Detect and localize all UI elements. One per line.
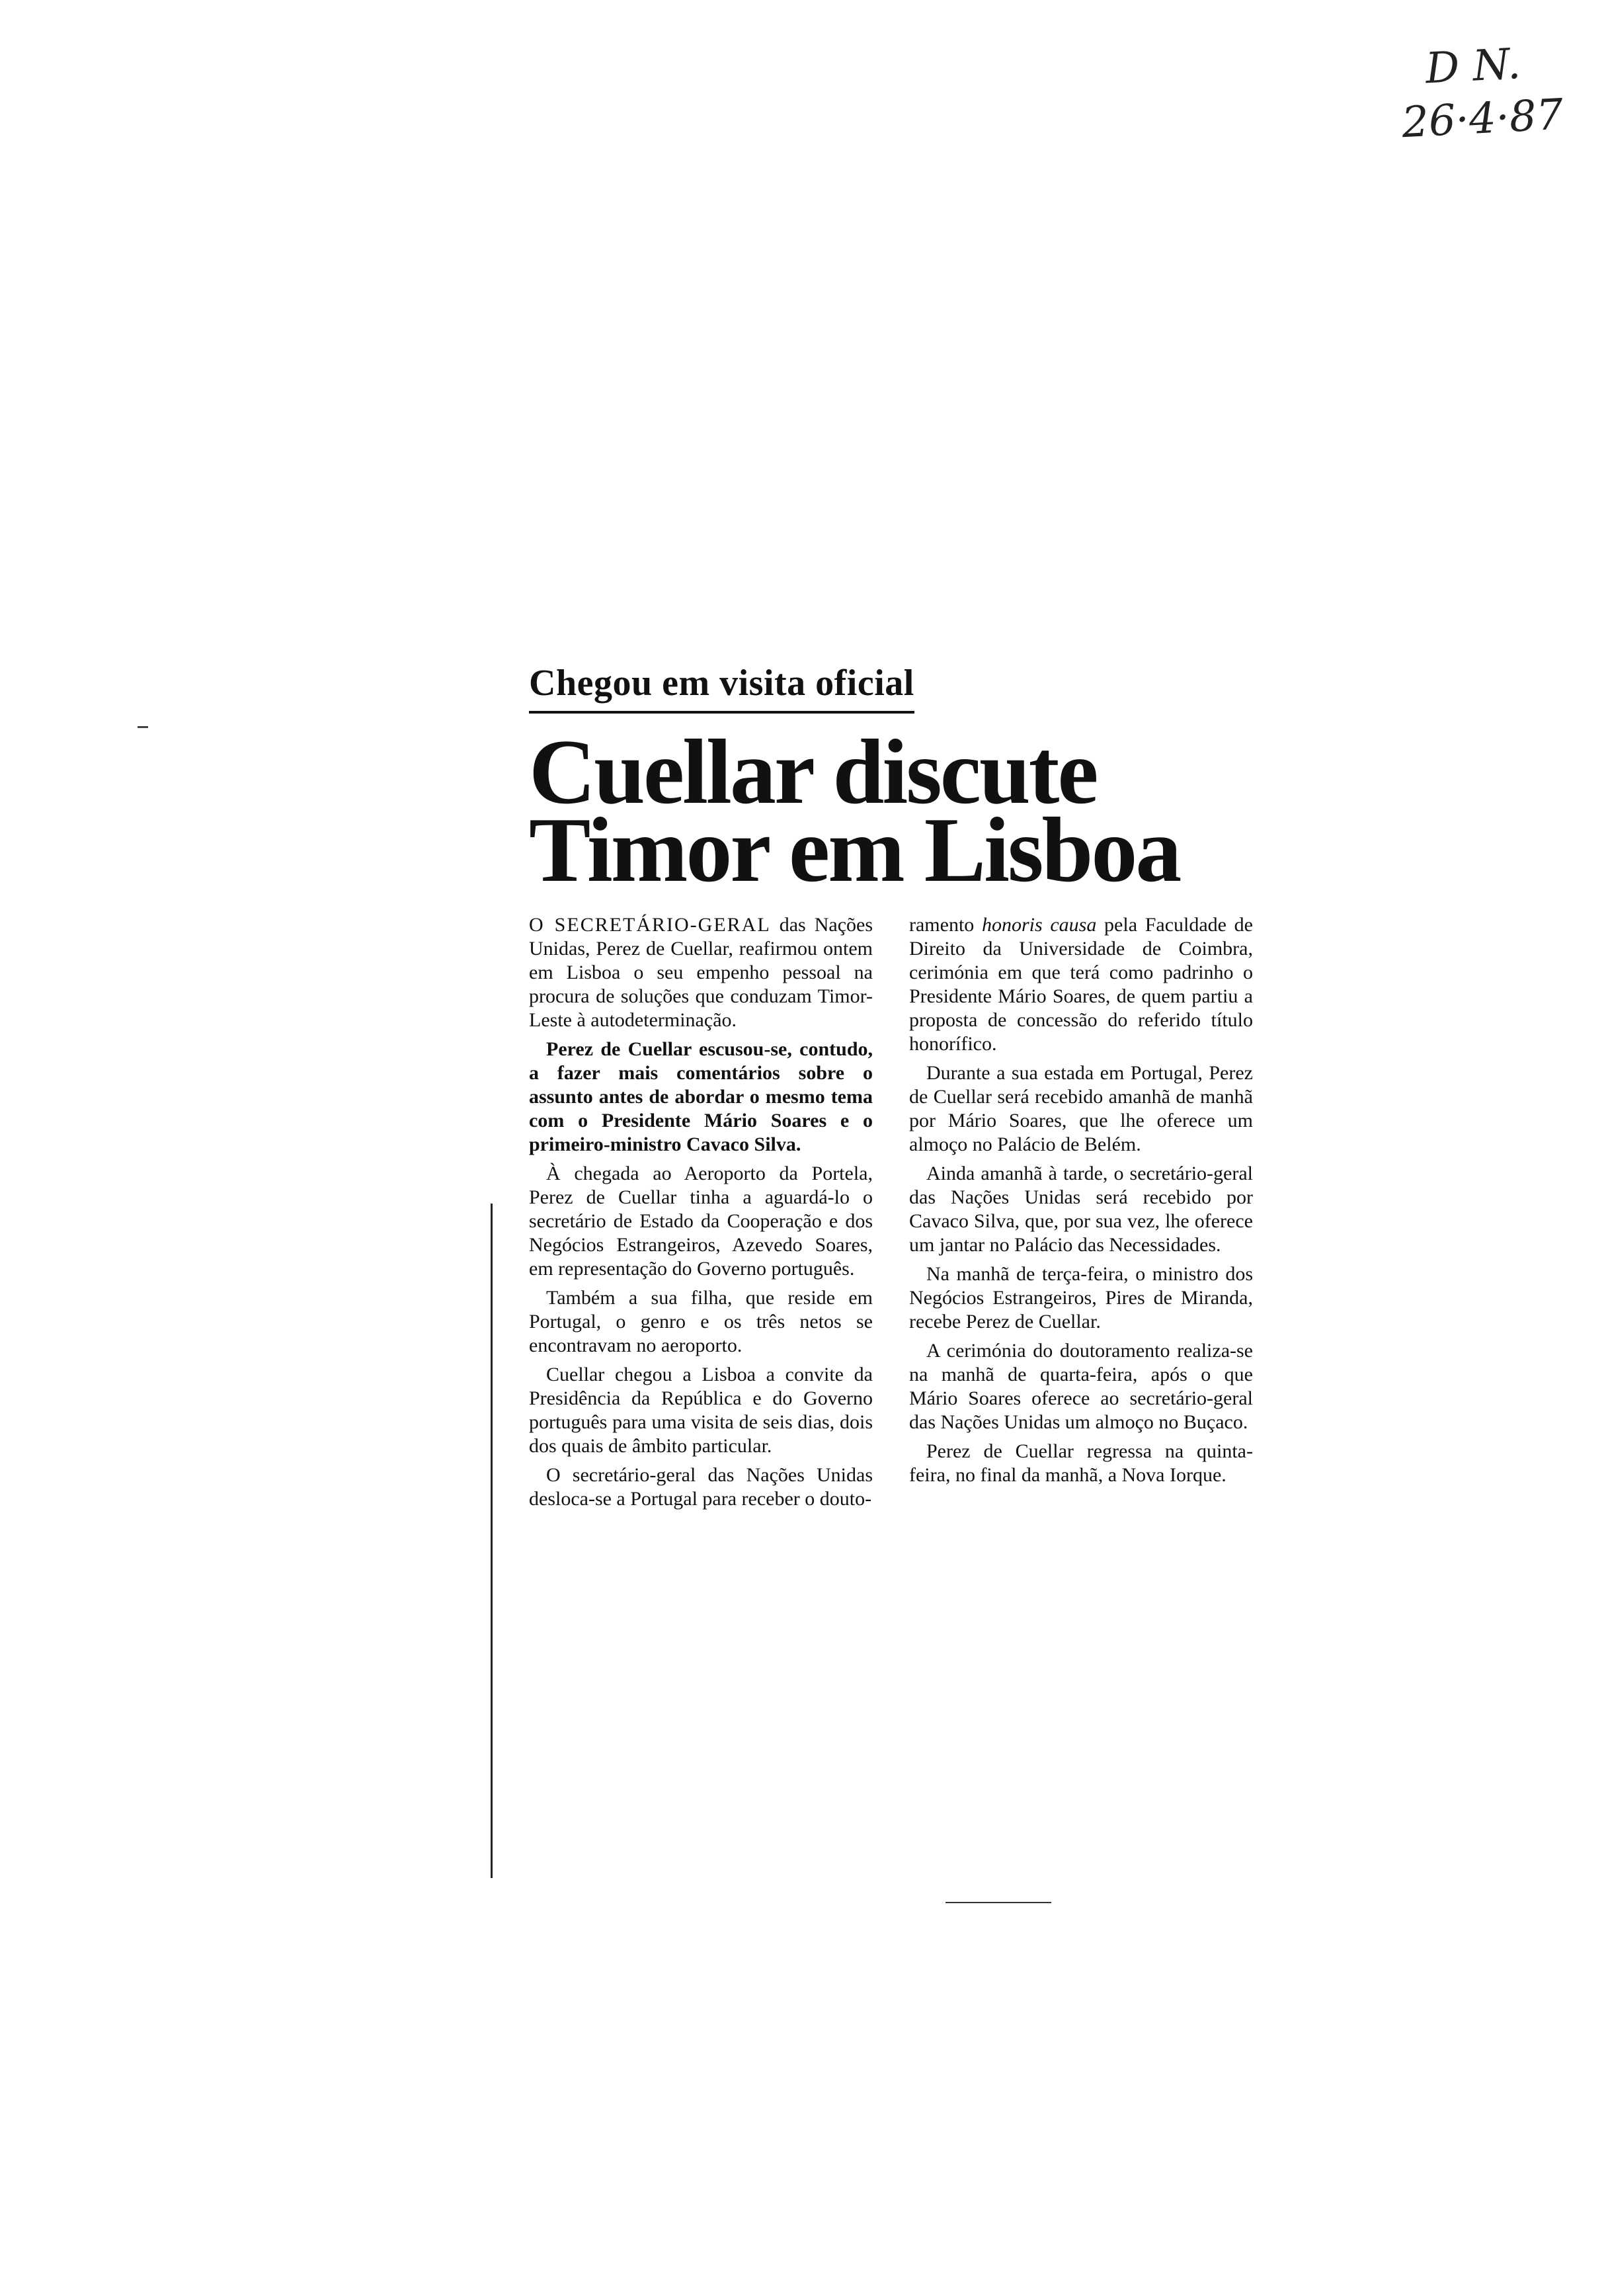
paragraph: Durante a sua estada em Portugal, Perez de Cuellar será recebido amanhã de manhã por Mário Soares, que lhe oferece um almoço no Palácio de Belém. [909, 1062, 1253, 1155]
headline-line-2: Timor em Lisboa [529, 799, 1180, 901]
text-run: ramento [909, 914, 982, 936]
headline-line-1: Cuellar discute [529, 721, 1097, 823]
paragraph: Perez de Cuellar escusou-se, contudo, a fazer mais comentários sobre o assunto antes de abordar o mesmo tema com o Presidente Mário Soares e o primeiro-ministro Cavaco Silva. [529, 1038, 873, 1155]
margin-rule [491, 1204, 493, 1878]
article-kicker: Chegou em visita oficial [529, 665, 914, 714]
text-run: pela Faculdade de Direito da Universidade de Coimbra, cerimónia em que terá como padrinho o Presidente Mário Soares, de quem partiu a proposta de concessão do referido título honorífico. [909, 914, 1253, 1055]
paragraph [909, 913, 1253, 1056]
italic-term: honoris causa [981, 914, 1097, 936]
paragraph: Cuellar chegou a Lisboa a convite da Presidência da República e do Governo português para uma visita de seis dias, dois dos quais de âmbito particular. [529, 1364, 873, 1457]
news-article [529, 663, 1263, 1510]
article-headline [529, 721, 1263, 901]
lead-text: das Nações Unidas, Perez de Cuellar, reafirmou ontem em Lisboa o seu empenho pessoal na procura de soluções que conduzam Timor-Leste à autodeterminação. [529, 914, 873, 1031]
paragraph: Perez de Cuellar regressa na quinta-feira, no final da manhã, a Nova Iorque. [909, 1440, 1253, 1486]
paragraph: A cerimónia do doutoramento realiza-se na manhã de quarta-feira, após o que Mário Soares oferece ao secretário-geral das Nações Unidas um almoço no Buçaco. [909, 1340, 1253, 1433]
article-column-right [909, 913, 1253, 1493]
article-end-rule [945, 1902, 1051, 1903]
paragraph: Também a sua filha, que reside em Portugal, o genro e os três netos se encontravam no aeroporto. [529, 1287, 873, 1356]
paragraph: À chegada ao Aeroporto da Portela, Perez de Cuellar tinha a aguardá-lo o secretário de Estado da Cooperação e dos Negócios Estrangeiros, Azevedo Soares, em representação do Governo português. [529, 1163, 873, 1280]
handwritten-date: 26·4·87 [1400, 90, 1564, 148]
handwritten-source: D N. [1424, 39, 1522, 94]
paragraph [529, 913, 873, 1032]
lead-caps: O SECRETÁRIO-GERAL [529, 914, 771, 936]
paragraph: Ainda amanhã à tarde, o secretário-geral das Nações Unidas será recebido por Cavaco Silva, que, por sua vez, lhe oferece um jantar no Palácio das Necessidades. [909, 1163, 1253, 1256]
article-column-left [529, 913, 873, 1516]
paragraph: Na manhã de terça-feira, o ministro dos Negócios Estrangeiros, Pires de Miranda, recebe Perez de Cuellar. [909, 1263, 1253, 1332]
paragraph: O secretário-geral das Nações Unidas desloca-se a Portugal para receber o douto- [529, 1464, 873, 1510]
handwritten-note [1398, 36, 1564, 150]
margin-dash-mark [138, 726, 148, 728]
